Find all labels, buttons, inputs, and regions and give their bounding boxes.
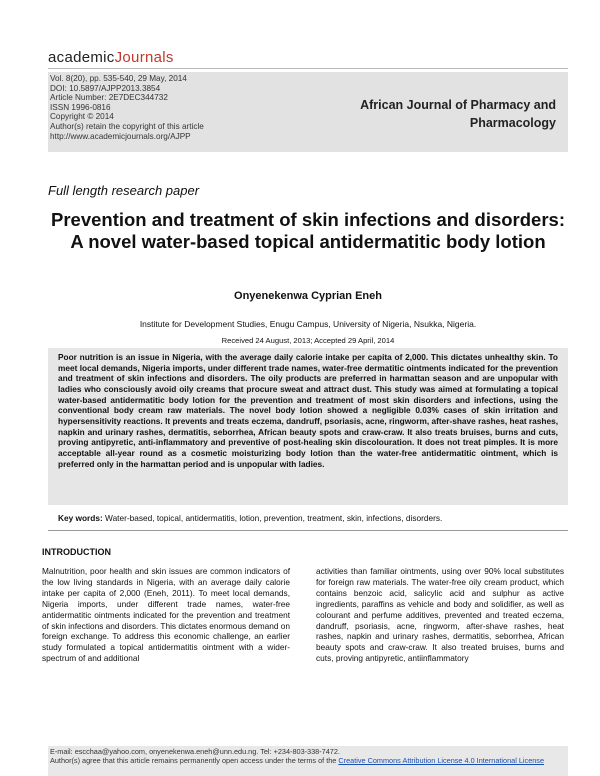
section-rule	[48, 530, 568, 531]
keywords	[58, 513, 568, 523]
logo-part-academic: academic	[48, 49, 115, 66]
footnote	[50, 748, 565, 766]
license-text: Author(s) agree that this article remains permanently open access under the terms of the	[50, 755, 337, 765]
received-dates: Received 24 August, 2013; Accepted 29 April, 2014	[221, 336, 395, 345]
logo-part-journals: Journals	[114, 49, 174, 66]
publisher-logo	[48, 49, 174, 66]
header-rule	[48, 68, 568, 69]
intro-column-left: Malnutrition, poor health and skin issues are common indicators of the low living standards in Nigeria, with an average daily calorie intake per capita of 2,000 (Eneh, 2011). To meet local demands, Nigeria imports, under different trade names, water-free antidermatitic ointments indicated for the prevention and treatment of skin infections and disorders. This dictates enormous demand on foreign exchange. To address this economic challenge, an earlier study formulated a topical antidermatitis ointment with a wider-spectrum of and additional	[42, 566, 290, 664]
journal-name: African Journal of Pharmacy and Pharmacology	[360, 98, 556, 130]
intro-column-right: activities than familiar ointments, using over 90% local substitutes for foreign raw materials. The water-free oily cream product, which contains benzoic acid, salicylic acid and sulphur as active ingredients, paraffins as vehicle and body and solidifier, as well as colourant and perfume additives, prevented and treated eczema, dandruff, psoriasis, acne, ringworm, after-shave rashes, heat rashes, napkin and urinary rashes, dermatitis, seborrhea, African beauty spots and craw-craw. It also treated bruises, burns and cuts, proving antipyretic, antiinflammatory	[316, 566, 564, 664]
paper-title: Prevention and treatment of skin infections and disorders: A novel water-based topical antidermatitic body lotion	[51, 209, 565, 252]
license-note	[50, 757, 565, 766]
abstract-text: Poor nutrition is an issue in Nigeria, with the average daily calorie intake per capita of 2,000. This dictates unhealthy skin. To meet local demands, Nigeria imports, under different trade names, water-free dermatitic ointments indicated for the prevention and treatment of skin infections and disorders. The oily products are preferred in harmattan season and are unpopular with ladies who consciously avoid oily creams that procure sweat and attract dust. This study was aimed at formulating a topical water-based antidermatitic body lotion for the prevention and treatment of most skin disorders and infections, using the conventional body cream raw materials. The novel body lotion showed a negligible 0.03% cases of skin irritation and hypersensitivity reactions. It prevents and treats eczema, dandruff, psoriasis, acne, ringworm, after-shave rashes, heat rashes, napkin and urinary rashes, dermatitis, seborrhea, African beauty spots and craw-craw. It also treats bruises, burns and cuts, proving antipyretic, anti-inflammatory and preventive of post-healing skin discolouration. It does not treat pimples. It is more acceptable all-year round as a cosmetic moisturizing body lotion than the water-free antidermatitic ointment, which is preferred only in the harmattan period and is unpopular with ladies.	[58, 352, 558, 469]
meta-doi: DOI: 10.5897/AJPP2013.3854	[50, 83, 161, 93]
keywords-list: Water-based, topical, antidermatitis, lotion, prevention, treatment, skin, infections, disorders.	[105, 513, 443, 523]
meta-volume: Vol. 8(20), pp. 535-540, 29 May, 2014	[50, 74, 187, 83]
keywords-label: Key words:	[58, 513, 103, 523]
meta-copyright: Copyright © 2014	[50, 112, 114, 122]
author-name: Onyenekenwa Cyprian Eneh	[234, 290, 382, 302]
article-metadata	[50, 74, 204, 141]
license-link[interactable]: Creative Commons Attribution License 4.0 International License	[338, 755, 545, 765]
author-affiliation: Institute for Development Studies, Enugu Campus, University of Nigeria, Nsukka, Nigeria.	[139, 319, 477, 329]
meta-issn: ISSN 1996-0816	[50, 102, 111, 112]
contact-email: E-mail: escchaa@yahoo.com, onyenekenwa.eneh@unn.edu.ng. Tel: +234-803-338-7472.	[50, 747, 340, 756]
introduction-heading: INTRODUCTION	[42, 547, 111, 557]
paper-type: Full length research paper	[48, 183, 200, 198]
meta-article-number: Article Number: 2E7DEC344732	[50, 93, 168, 103]
meta-rights: Author(s) retain the copyright of this article	[50, 121, 204, 131]
meta-url[interactable]: http://www.academicjournals.org/AJPP	[50, 131, 191, 141]
